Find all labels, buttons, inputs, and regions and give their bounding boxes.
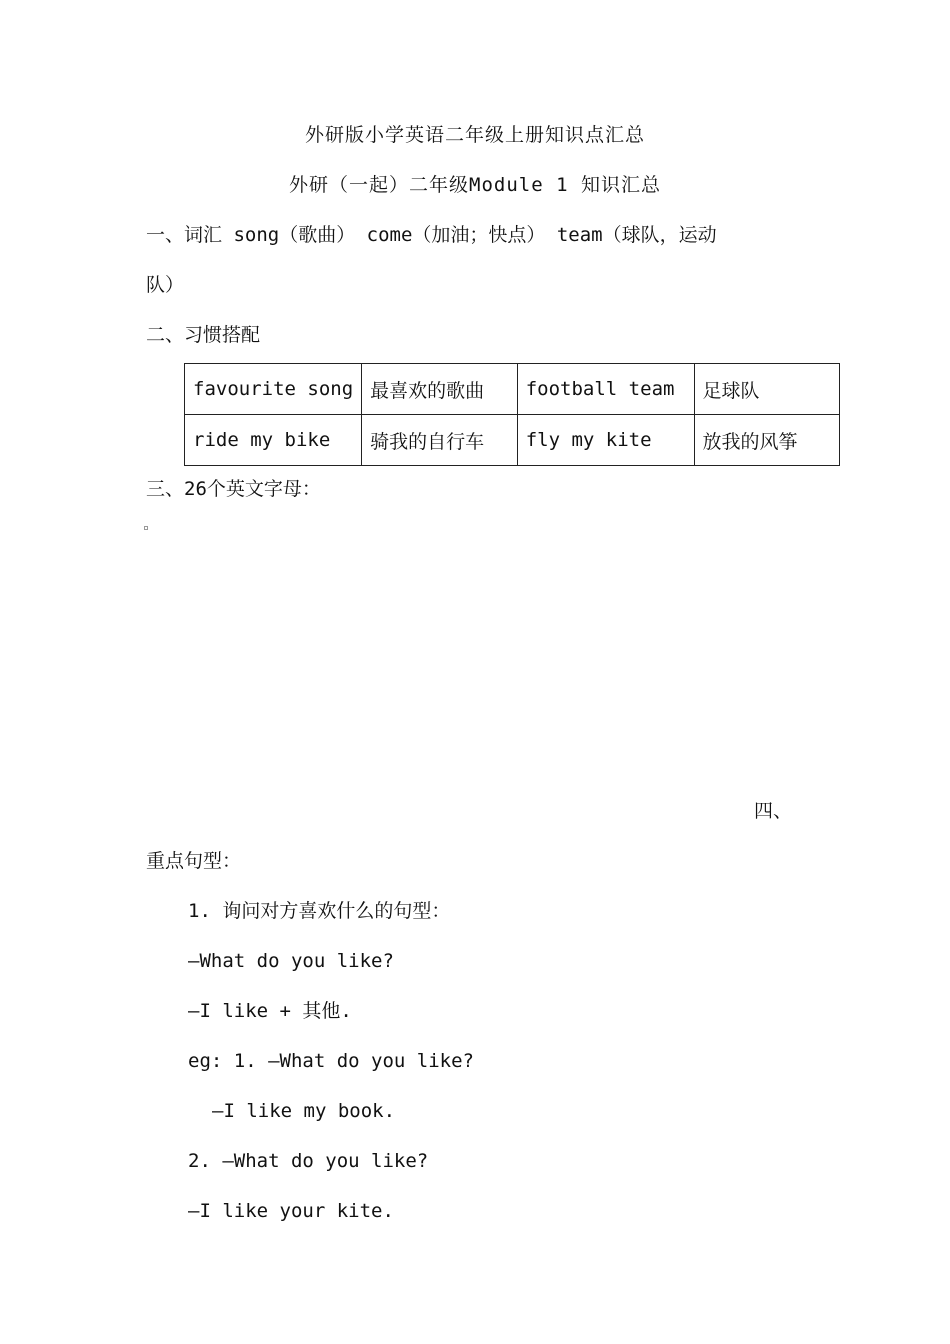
table-cell: fly my kite — [517, 415, 694, 466]
table-row — [185, 364, 840, 415]
key-sentences-heading: 重点句型： — [146, 850, 242, 872]
vocabulary-line-2: 队） — [146, 274, 185, 296]
missing-image-placeholder — [144, 526, 148, 530]
document-title: 外研版小学英语二年级上册知识点汇总 — [304, 124, 645, 146]
example1-question: eg: 1. —What do you like? — [188, 1050, 474, 1072]
table-cell: 放我的风筝 — [694, 415, 839, 466]
vocabulary-line-1: 一、词汇 song（歌曲） come（加油；快点） team（球队，运动 — [146, 224, 717, 246]
example2-answer: —I like your kite. — [188, 1200, 394, 1222]
item1-title: 1. 询问对方喜欢什么的句型： — [188, 900, 451, 922]
table-row — [185, 415, 840, 466]
table-cell: 最喜欢的歌曲 — [362, 364, 518, 415]
pattern-answer: —I like + 其他. — [188, 1000, 352, 1022]
collocations-table — [184, 363, 840, 466]
table-cell: favourite song — [185, 364, 362, 415]
table-cell: ride my bike — [185, 415, 362, 466]
table-cell: 骑我的自行车 — [362, 415, 518, 466]
document-subtitle: 外研（一起）二年级Module 1 知识汇总 — [289, 174, 661, 196]
key-sentences-heading-number: 四、 — [754, 800, 793, 822]
table-cell: football team — [517, 364, 694, 415]
example1-answer: —I like my book. — [212, 1100, 396, 1122]
table-cell: 足球队 — [694, 364, 839, 415]
example2-question: 2. —What do you like? — [188, 1150, 429, 1172]
collocations-heading: 二、习惯搭配 — [146, 324, 261, 346]
alphabet-heading: 三、26个英文字母： — [146, 478, 321, 500]
pattern-question: —What do you like? — [188, 950, 394, 972]
